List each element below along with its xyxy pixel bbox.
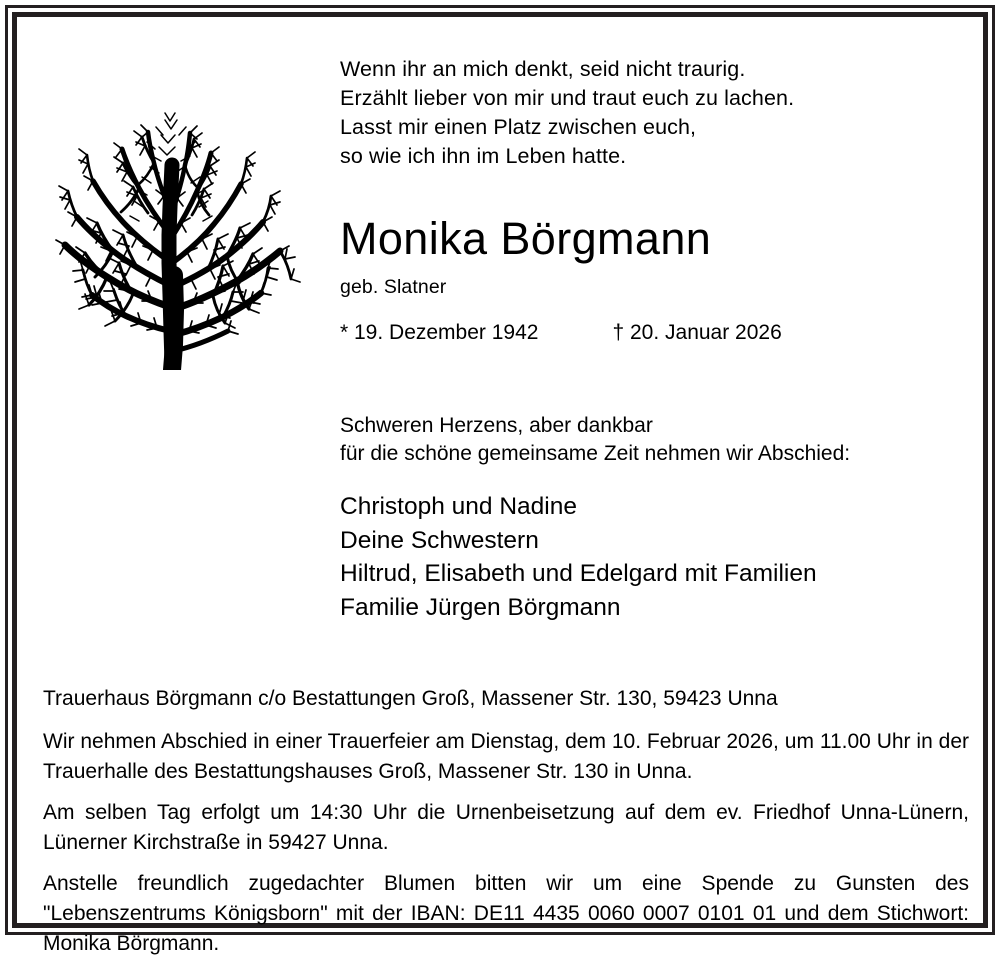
- memorial-poem: [340, 55, 960, 171]
- inner-border: [12, 12, 988, 955]
- farewell-line-1: Schweren Herzens, aber dankbar: [340, 414, 653, 437]
- survivor-line-1: Christoph und Nadine: [340, 493, 577, 520]
- survivor-line-2: Deine Schwestern: [340, 526, 539, 554]
- farewell-message: [340, 412, 980, 468]
- life-dates: [340, 319, 960, 346]
- funeral-information: [43, 685, 969, 959]
- birth-date: * 19. Dezember 1942: [340, 321, 539, 344]
- poem-line-4: so wie ich ihn im Leben hatte.: [340, 144, 627, 168]
- burial-details: Am selben Tag erfolgt um 14:30 Uhr die Urnenbeisetzung auf dem ev. Friedhof Unna-Lünern, Lünerner Kirchstraße in 59427 Unna.: [43, 801, 969, 854]
- poem-line-1: Wenn ihr an mich denkt, seid nicht traurig.: [340, 57, 746, 81]
- outer-border: [5, 5, 995, 955]
- deceased-block: [340, 213, 960, 346]
- maiden-name: geb. Slatner: [340, 276, 447, 298]
- poem-line-2: Erzählt lieber von mir und traut euch zu lachen.: [340, 86, 795, 110]
- notice-canvas: [17, 17, 983, 955]
- farewell-line-2: für die schöne gemeinsame Zeit nehmen wir Abschied:: [340, 442, 851, 465]
- service-details: Wir nehmen Abschied in einer Trauerfeier am Dienstag, dem 10. Februar 2026, um 11.00 Uhr in der Trauerhalle des Bestattungshauses Groß, Massener Str. 130 in Unna.: [43, 730, 969, 783]
- deceased-name: Monika Börgmann: [340, 213, 712, 264]
- poem-line-3: Lasst mir einen Platz zwischen euch,: [340, 115, 697, 139]
- mourning-house-line: Trauerhaus Börgmann c/o Bestattungen Groß, Massener Str. 130, 59423 Unna: [43, 687, 778, 710]
- donation-details: Anstelle freundlich zugedachter Blumen bitten wir um eine Spende zu Gunsten des "Lebenszentrums Königsborn" mit der IBAN: DE11 4435 0060 0007 0101 01 und dem Stichwort: Monika Börgmann.: [43, 872, 969, 955]
- survivor-line-3: Hiltrud, Elisabeth und Edelgard mit Familien: [340, 560, 817, 587]
- bare-tree-icon: [47, 95, 305, 370]
- survivors-list: [340, 490, 980, 624]
- survivor-line-4: Familie Jürgen Börgmann: [340, 593, 621, 621]
- death-date: † 20. Januar 2026: [612, 321, 782, 344]
